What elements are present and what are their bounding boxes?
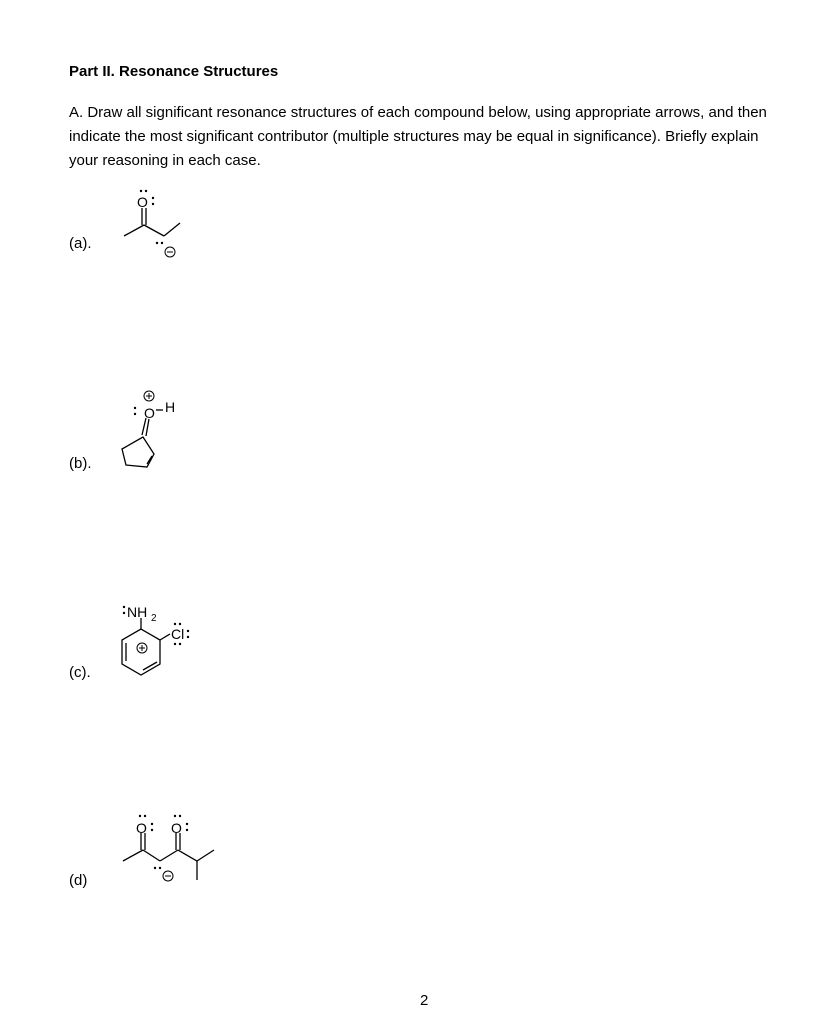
problem-c-amine: NH (127, 604, 148, 620)
problem-b-hydrogen: H (165, 399, 176, 415)
problem-d-oxygen-right: O (171, 820, 182, 836)
plus-charge-icon (137, 643, 147, 653)
problem-a-oxygen: O (137, 194, 148, 210)
plus-charge-icon (144, 391, 154, 401)
problem-c-label: (c). (69, 664, 91, 681)
part-heading: Part II. Resonance Structures (69, 63, 279, 80)
minus-charge-icon (163, 871, 173, 881)
problem-d-oxygen-left: O (136, 820, 147, 836)
page-number: 2 (420, 992, 429, 1009)
problem-c-chlorine: Cl (171, 626, 185, 642)
instructions-text: A. Draw all significant resonance structures of each compound below, using appropriate arrows, and then indicate the most significant contributor (multiple structures may be equal in significance). Briefly explain your reasoning in each case. (69, 104, 767, 169)
problem-b-oxygen: O (144, 405, 155, 421)
problem-b-label: (b). (69, 455, 92, 472)
problem-d-label: (d) (69, 872, 88, 889)
problem-a-label: (a). (69, 235, 92, 252)
problem-c-amine-subscript: 2 (151, 613, 157, 624)
minus-charge-icon (165, 247, 175, 257)
